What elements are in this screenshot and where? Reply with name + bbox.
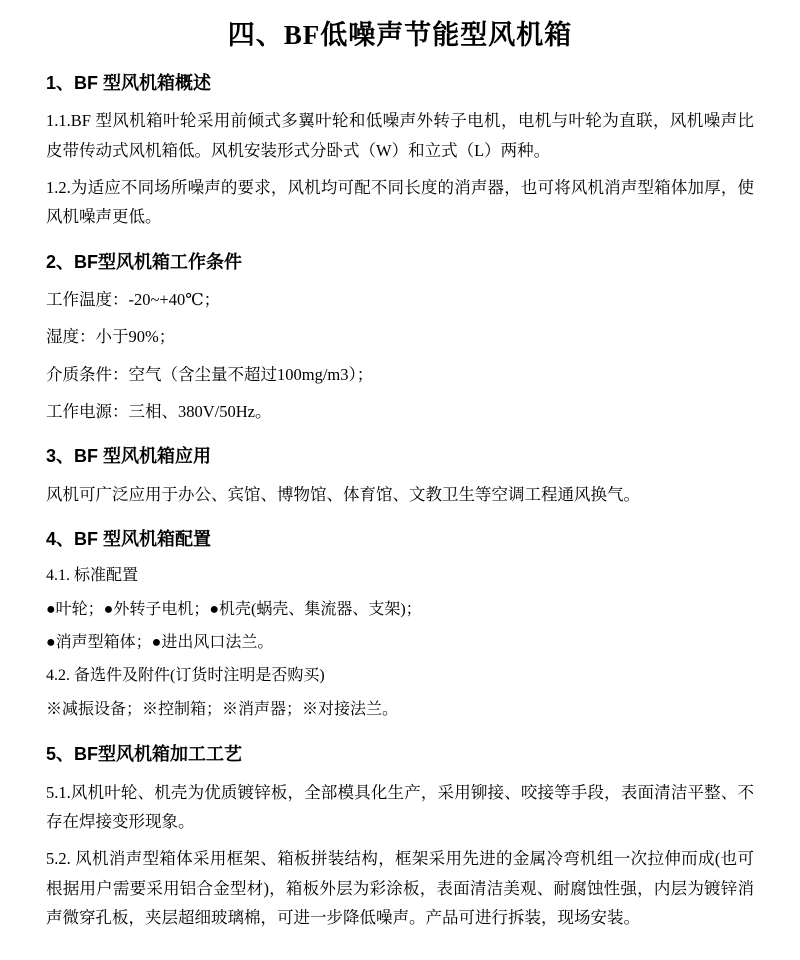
section-5-paragraph-2: 5.2. 风机消声型箱体采用框架、箱板拼装结构，框架采用先进的金属冷弯机组一次拉伸而成(也可根据用户需要采用铝合金型材)，箱板外层为彩涂板，表面清洁美观、耐腐蚀性强，内层为镀锌消声微穿孔板，夹层超细玻璃棉，可进一步降低噪声。产品可进行拆装，现场安装。: [46, 849, 754, 928]
section-heading-1: 1、BF 型风机箱概述: [46, 73, 212, 94]
section-1-paragraph-2: 1.2.为适应不同场所噪声的要求，风机均可配不同长度的消声器，也可将风机消声型箱体加厚，使风机噪声更低。: [46, 178, 754, 227]
section-4-item-3: ※减振设备；※控制箱；※消声器；※对接法兰。: [46, 700, 399, 718]
section-4-item-1: ●叶轮；●外转子电机；●机壳(蜗壳、集流器、支架)；: [46, 601, 422, 619]
section-1-paragraph-1: 1.1.BF 型风机箱叶轮采用前倾式多翼叶轮和低噪声外转子电机，电机与叶轮为直联，风机噪声比皮带传动式风机箱低。风机安装形式分卧式（W）和立式（L）两种。: [46, 111, 754, 160]
section-heading-5: 5、BF型风机箱加工工艺: [46, 744, 243, 765]
section-4-item-2: ●消声型箱体；●进出风口法兰。: [46, 633, 274, 651]
section-2-paragraph-2: 湿度：小于90%；: [46, 327, 176, 347]
section-heading-2: 2、BF型风机箱工作条件: [46, 251, 243, 272]
section-4-subheading-2: 4.2. 备选件及附件(订货时注明是否购买): [46, 666, 325, 684]
section-heading-4: 4、BF 型风机箱配置: [46, 528, 212, 549]
section-2-paragraph-3: 介质条件：空气（含尘量不超过100mg/m3）；: [46, 364, 374, 384]
section-4-subheading-1: 4.1. 标准配置: [46, 567, 139, 585]
page-title: 四、BF低噪声节能型风机箱: [227, 20, 573, 50]
section-2-paragraph-1: 工作温度：-20~+40℃；: [46, 289, 221, 309]
section-3-paragraph-1: 风机可广泛应用于办公、宾馆、博物馆、体育馆、文教卫生等空调工程通风换气。: [46, 484, 640, 504]
section-2-paragraph-4: 工作电源：三相、380V/50Hz。: [46, 401, 272, 421]
section-5-paragraph-1: 5.1.风机叶轮、机壳为优质镀锌板，全部模具化生产，采用铆接、咬接等手段，表面清洁平整、不存在焊接变形现象。: [46, 782, 754, 832]
section-heading-3: 3、BF 型风机箱应用: [46, 446, 212, 467]
